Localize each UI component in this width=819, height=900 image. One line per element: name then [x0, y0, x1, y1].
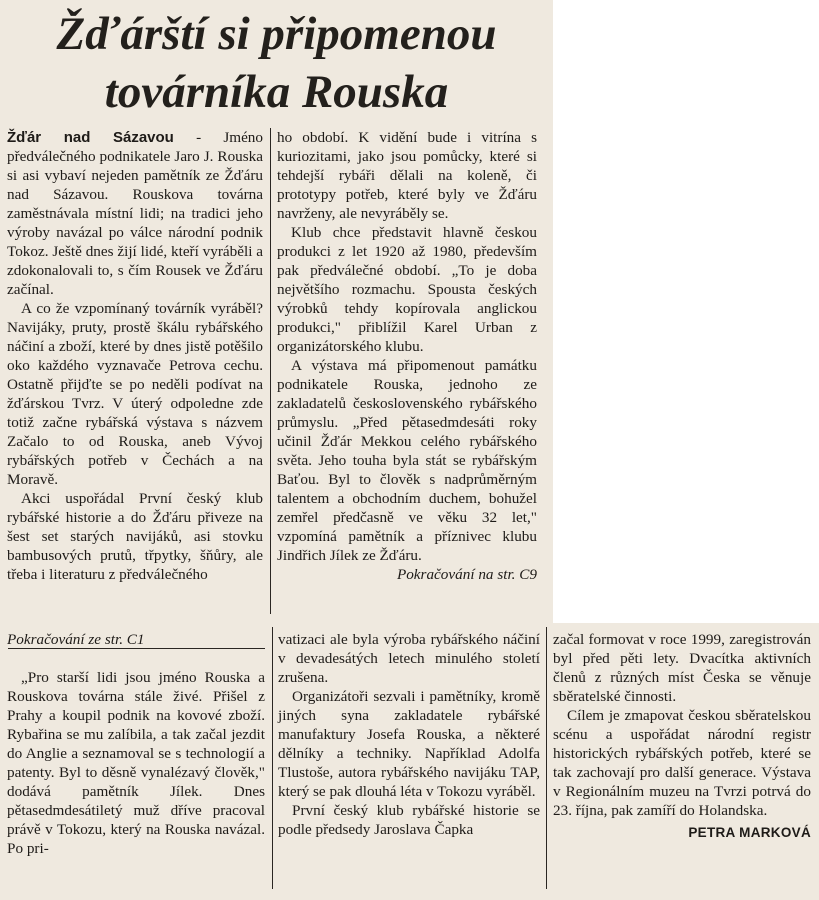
- continued-from-ref: Pokračování ze str. C1: [7, 631, 145, 648]
- column-divider: [272, 627, 273, 889]
- byline: PETRA MARKOVÁ: [688, 825, 811, 840]
- byline-row: [553, 823, 811, 842]
- article-column-2: [277, 128, 537, 584]
- paragraph: Cílem je zmapovat českou sběratelskou scénu a uspořádat národní registr historických rybářských potřeb, které se tak zachovají pro další generace. Výstava v Regionálním muzeu na Tvrzi potrvá do 23. října, pak zamíří do Holandska.: [553, 707, 811, 819]
- continued-from-underline: [8, 648, 265, 649]
- article-clipping-bottom: [0, 623, 819, 900]
- headline-line-2: továrníka Rouska: [104, 66, 449, 118]
- paragraph: A výstava má připomenout památku podnikatele Rouska, jednoho ze zakladatelů československého rybářského průmyslu. „Před pětasedmdesáti roky učinil Žďár Mekkou celého rybářského světa. Jeho touha byla stát se rybářským Baťou. Byl to člověk s nadprůměrným talentem a obchodním duchem, bohužel zemřel předčasně ve věku 32 let," vzpomíná pamětník a příznivec klubu Jindřich Jílek ze Žďáru.: [277, 357, 537, 564]
- continuation-column-2: [278, 630, 540, 839]
- continuation-column-1: [7, 630, 265, 858]
- paragraph: Klub chce představit hlavně českou produkci z let 1920 až 1980, především pak předválečné období. „To je doba největšího rozmachu. Spousta českých výrobků tehdy kopírovala anglickou produkci," přiblížil Karel Urban z organizátorského klubu.: [277, 224, 537, 355]
- headline-line-1: Žďárští si připomenou: [56, 8, 497, 60]
- dateline: Žďár nad Sázavou: [7, 129, 174, 146]
- paragraph-text: - Jméno předválečného podnikatele Jaro J. Rouska si asi vybaví nejeden pamětník ze Žďáru nad Sázavou. Rouskova továrna zaměstnávala místní lidi; na tradici jeho výroby navázal po válce národní podnik Tokoz. Ještě dnes žijí lidé, kteří vyráběli a zdokonalovali to, s čím Rousek ve Žďáru začínal.: [7, 129, 263, 298]
- continuation-column-3: [553, 630, 811, 842]
- paragraph: začal formovat v roce 1999, zaregistrován byl před pěti lety. Dvacítka aktivních členů z různých míst Česka se věnuje sběratelské činnosti.: [553, 631, 811, 705]
- continued-to-ref: Pokračování na str. C9: [396, 566, 537, 583]
- paragraph: A co že vzpomínaný továrník vyráběl? Navijáky, pruty, prostě škálu rybářského náčiní a zboží, které by dnes jistě potěšilo oko každého vyznavače Petrova cechu. Ostatně přijďte se po neděli podívat na žďárskou Tvrz. V úterý odpoledne zde totiž začne rybářská výstava s názvem Začalo to od Rouska, aneb Vývoj rybářských potřeb v Čechách a na Moravě.: [7, 300, 263, 488]
- paragraph: [7, 128, 263, 299]
- paragraph: „Pro starší lidi jsou jméno Rouska a Rouskova továrna stále živé. Přišel z Prahy a koupil podnik na kovové zboží. Rybařina se mu zalíbila, a tak začal jezdit do Anglie a seznamoval se s technologií a patenty. Byl to děsně vynalézavý člověk," dodává pamětník Jílek. Dnes pětasedmdesátiletý muž dříve pracoval právě v Tokozu, který na Rouska navázal. Po pri-: [7, 669, 265, 857]
- paragraph: Organizátoři sezvali i pamětníky, kromě jiných syna zakladatele rybářské manufaktury Josefa Rouska, a některé dělníky a techniky. Například Adolfa Tlustoše, autora rybářského navijáku TAP, který se pak dlouhá léta v Tokozu vyráběl.: [278, 688, 540, 800]
- paragraph: První český klub rybářské historie se podle předsedy Jaroslava Čapka: [278, 802, 540, 838]
- paragraph: ho období. K vidění bude i vitrína s kuriozitami, jako jsou pomůcky, které si tehdejší rybáři dělali na koleně, či prototypy potřeb, které byly ve Žďáru navrženy, ale nevyráběly se.: [277, 129, 537, 222]
- article-clipping-top: [0, 0, 553, 623]
- article-column-1: [7, 128, 263, 584]
- column-divider: [546, 627, 547, 889]
- column-divider: [270, 128, 271, 614]
- paragraph: vatizaci ale byla výroba rybářského náčiní v devadesátých letech minulého století zrušena.: [278, 631, 540, 686]
- paragraph: Akci uspořádal První český klub rybářské historie a do Žďáru přiveze na šest set starých navijáků, asi stovku bambusových prutů, třpytky, šňůry, ale třeba i literaturu z předválečného: [7, 490, 263, 583]
